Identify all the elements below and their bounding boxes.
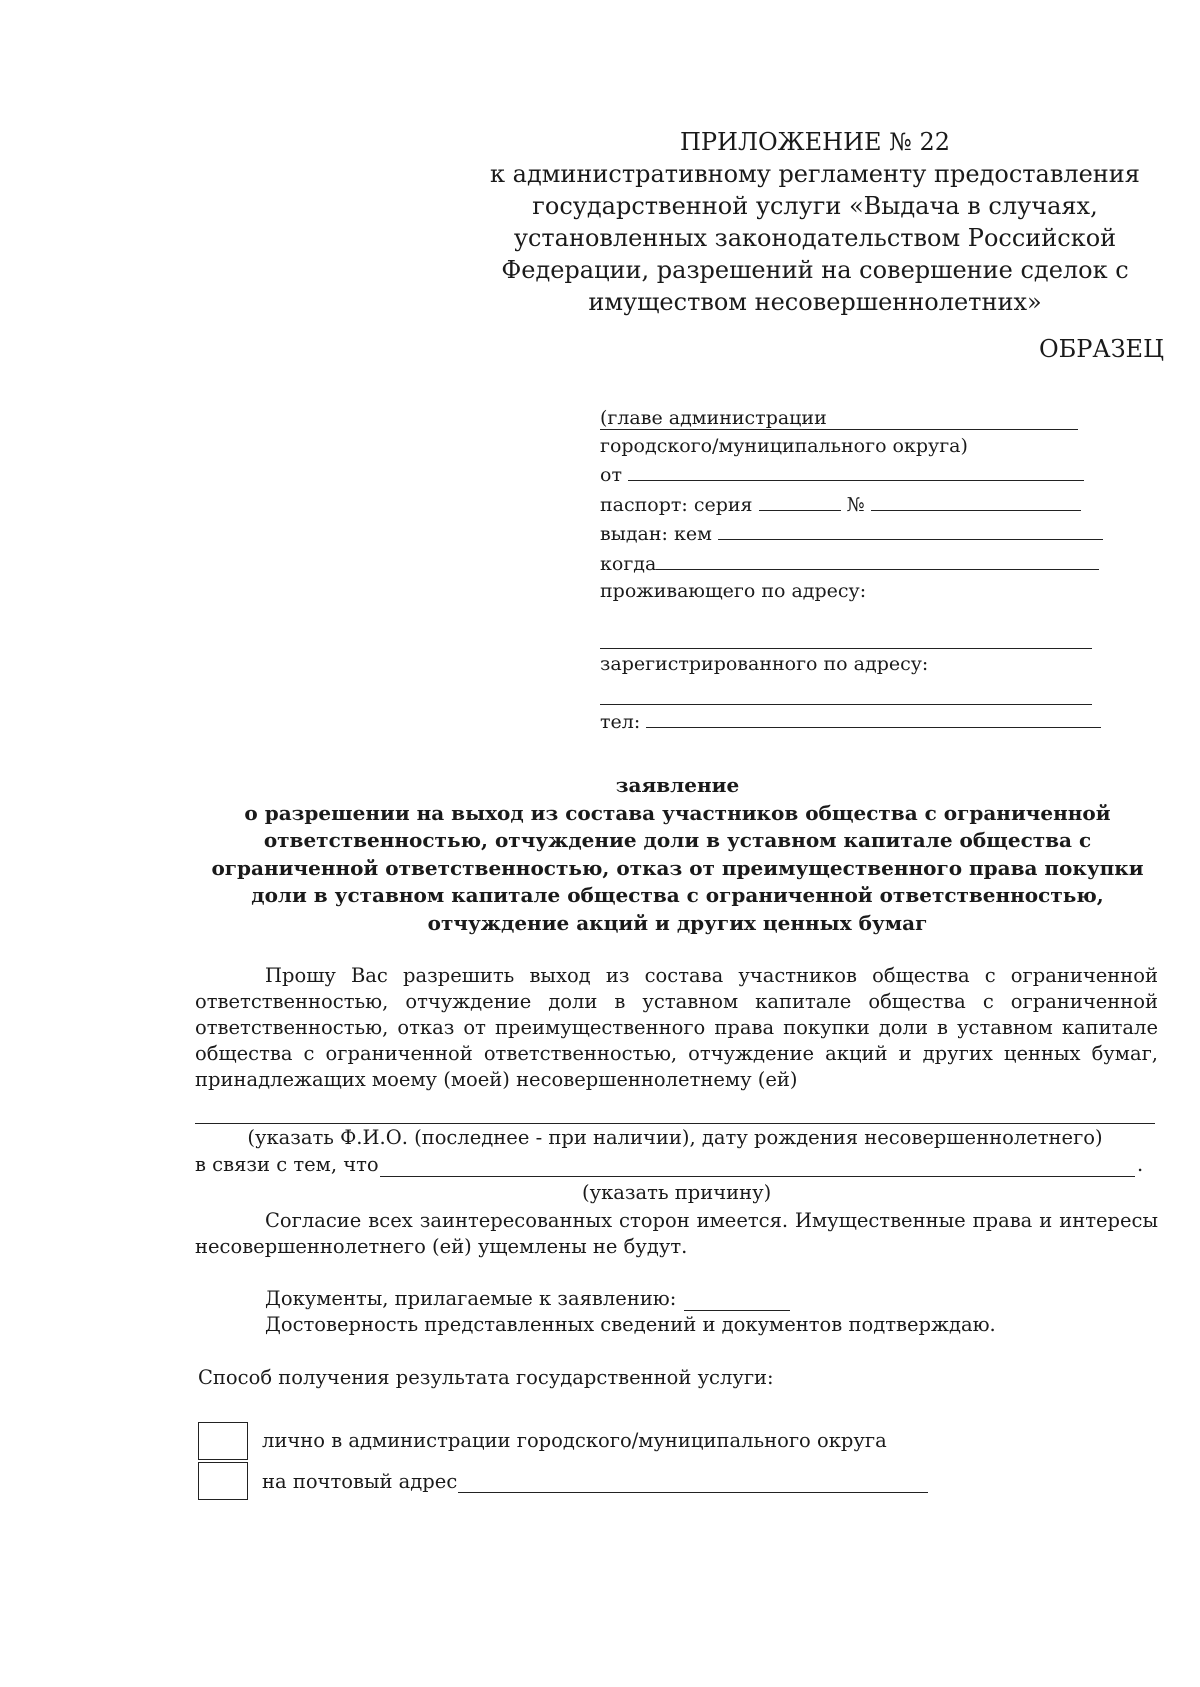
- minor-fio-line[interactable]: [195, 1123, 1155, 1124]
- addressee-block-2: [600, 651, 928, 679]
- phone-label: тел:: [600, 711, 641, 733]
- issued-by-label: выдан: кем: [600, 523, 712, 545]
- title-line-3: ограниченной ответственностью, отказ от преимущественного права покупки: [211, 855, 1144, 880]
- issued-by-field[interactable]: [718, 519, 1103, 540]
- reason-line[interactable]: [380, 1176, 1135, 1177]
- from-field[interactable]: [628, 460, 1084, 481]
- passport-number-field[interactable]: [871, 490, 1081, 511]
- passport-number-label: №: [846, 493, 865, 516]
- delivery-by-post-label: на почтовый адрес: [262, 1470, 458, 1493]
- title-line-1: о разрешении на выход из состава участников общества с ограниченной: [244, 800, 1111, 825]
- reason-hint: (указать причину): [582, 1181, 772, 1204]
- appendix-subtitle: к административному регламенту предоставления государственной услуги «Выдача в случаях, установленных законодательством Российской Федерации, разрешений на совершение сделок с имуществом несовершеннолетних»: [490, 160, 1140, 316]
- when-label: когда: [600, 552, 657, 575]
- application-title: [160, 772, 1195, 937]
- when-field[interactable]: [656, 549, 1099, 570]
- title-line-4: доли в уставном капитале общества с ограниченной ответственностью,: [251, 883, 1104, 907]
- addressee-head: (главе администрации: [600, 407, 827, 429]
- title-word: заявление: [615, 773, 740, 797]
- delivery-by-post-checkbox[interactable]: [198, 1462, 248, 1500]
- from-label: от: [600, 464, 622, 486]
- residing-label: проживающего по адресу:: [600, 580, 867, 602]
- confirm-text: Достоверность представленных сведений и документов подтверждаю.: [265, 1313, 996, 1336]
- delivery-in-person-label: лично в администрации городского/муниципального округа: [262, 1429, 887, 1452]
- passport-series-field[interactable]: [759, 490, 841, 511]
- reason-prefix: в связи с тем, что: [195, 1153, 379, 1176]
- fio-hint: (указать Ф.И.О. (последнее - при наличии), дату рождения несовершеннолетнего): [247, 1126, 1103, 1149]
- title-line-2: ответственностью, отчуждение доли в уставном капитале общества с: [263, 828, 1092, 852]
- appendix-number: ПРИЛОЖЕНИЕ № 22: [679, 128, 951, 156]
- registered-address-line[interactable]: [600, 704, 1092, 705]
- addressee-head-2: городского/муниципального округа): [600, 434, 968, 457]
- addressee-block: [600, 405, 1103, 606]
- passport-series-label: паспорт: серия: [600, 493, 753, 516]
- documents-label: Документы, прилагаемые к заявлению:: [265, 1287, 677, 1310]
- phone-field[interactable]: [646, 707, 1101, 728]
- addressee-block-3: [600, 707, 1101, 737]
- request-paragraph: Прошу Вас разрешить выход из состава участников общества с ограниченной ответственностью, отчуждение доли в уставном капитале общества с ограниченной ответственностью, отказ от преимущественного права покупки доли в уставном капитале общества с ограниченной ответственностью, отчуждение акций и других ценных бумаг, принадлежащих моему (моей) несовершеннолетнему (ей): [195, 964, 1158, 1091]
- registered-label: зарегистрированного по адресу:: [600, 653, 929, 675]
- residing-address-line[interactable]: [600, 648, 1092, 649]
- consent-paragraph: Согласие всех заинтересованных сторон имеется. Имущественные права и интересы несовершеннолетнего (ей) ущемлены не будут.: [195, 1209, 1158, 1258]
- sample-label: ОБРАЗЕЦ: [1038, 335, 1164, 363]
- documents-field[interactable]: [684, 1310, 790, 1311]
- reason-end: .: [1137, 1153, 1144, 1176]
- delivery-method-label: Способ получения результата государственной услуги:: [198, 1366, 774, 1389]
- title-line-5: отчуждение акций и других ценных бумаг: [427, 910, 928, 935]
- appendix-header: [485, 126, 1145, 318]
- delivery-in-person-checkbox[interactable]: [198, 1422, 248, 1460]
- postal-address-line[interactable]: [458, 1492, 928, 1493]
